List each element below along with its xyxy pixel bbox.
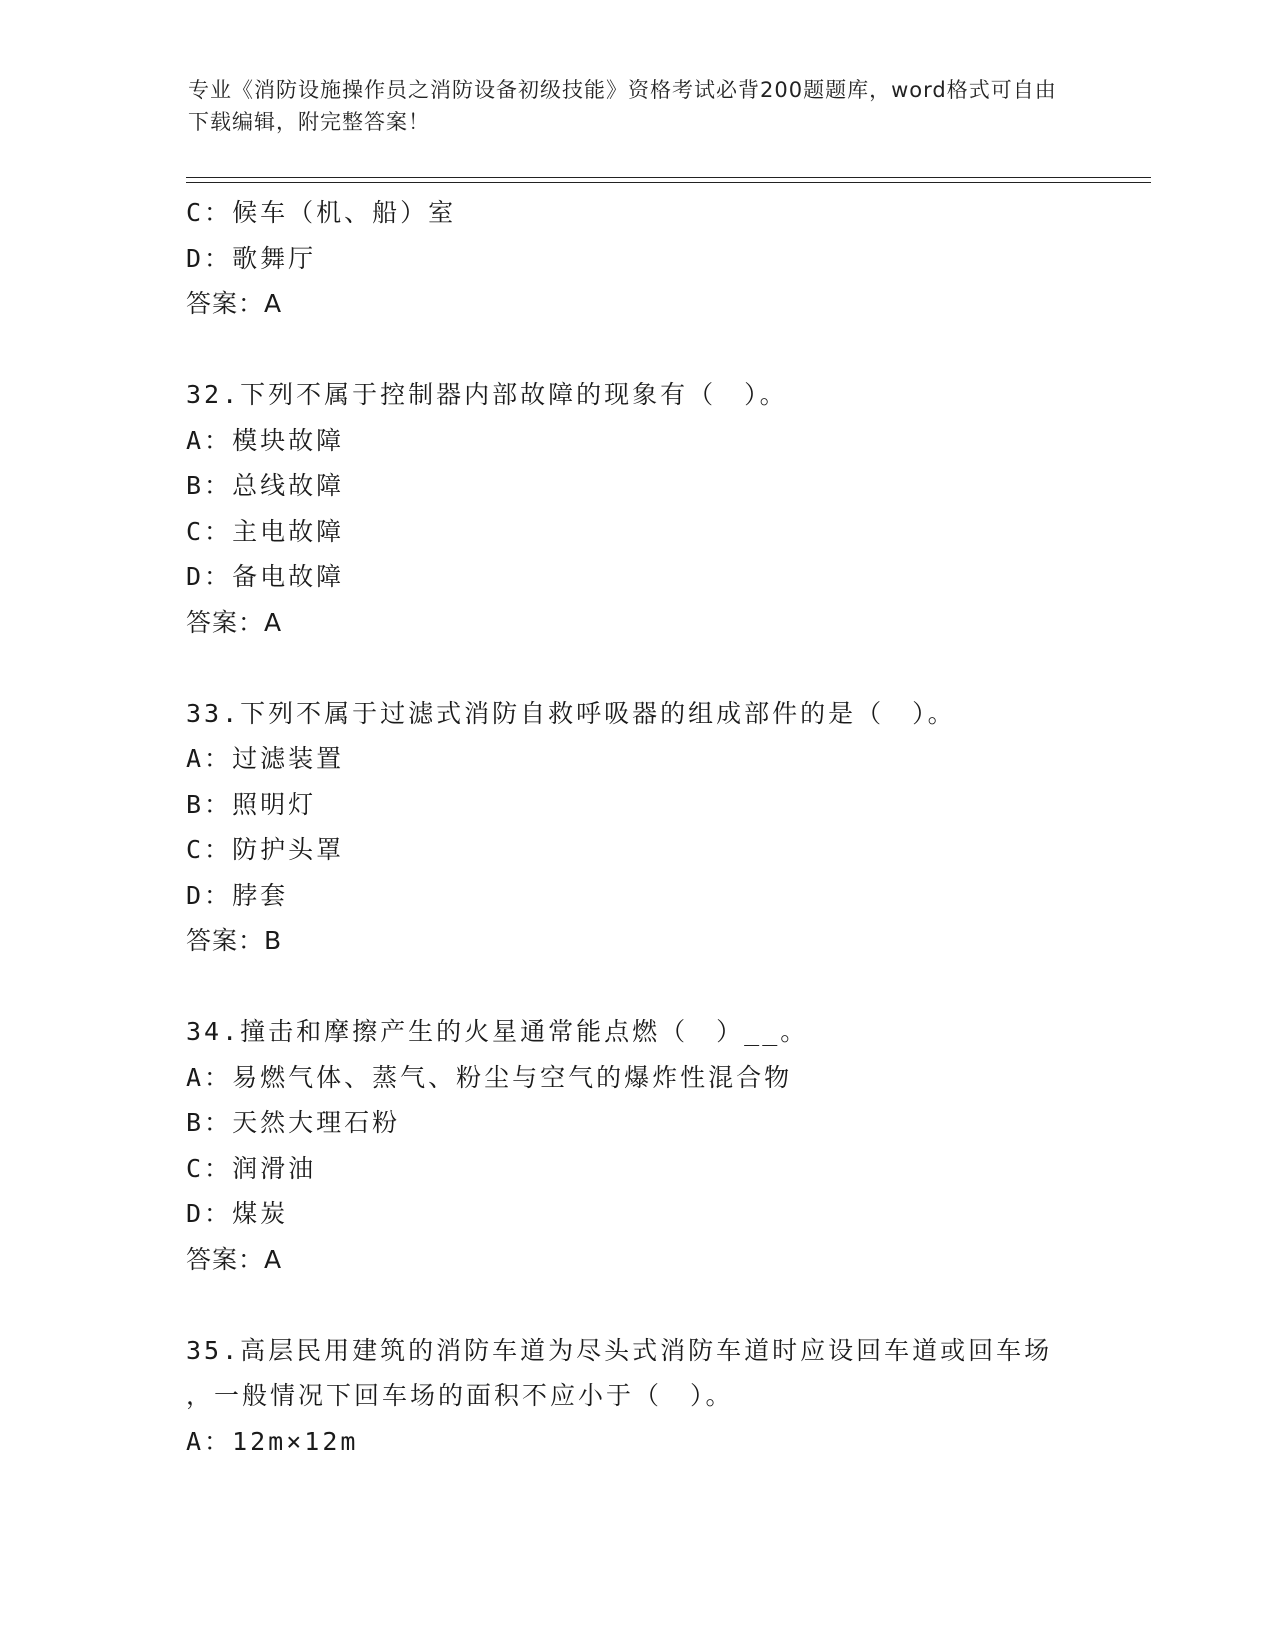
header-divider-top (186, 177, 1151, 178)
option-d (186, 554, 1086, 600)
option-text: 润滑油 (232, 1153, 317, 1183)
option-c (186, 827, 1086, 873)
option-text: 照明灯 (232, 789, 317, 819)
spacer (186, 1282, 1086, 1328)
option-text: 过滤装置 (232, 744, 345, 773)
answer-line: 答案：A (186, 1244, 283, 1274)
option-label: A： (186, 1426, 233, 1456)
question-stem: 34.撞击和摩擦产生的火星通常能点燃（ ）__。 (186, 1017, 809, 1046)
option-text: 主电故障 (232, 516, 345, 546)
question-stem: 35.高层民用建筑的消防车道为尽头式消防车道时应设回车道或回车场 (186, 1335, 1053, 1365)
option-text: 歌舞厅 (232, 243, 317, 273)
option-label: C： (186, 516, 233, 546)
document-header: 专业《消防设施操作员之消防设备初级技能》资格考试必背200题题库，word格式可自由下载编辑，附完整答案！ (188, 78, 1057, 134)
option-text: 备电故障 (232, 562, 345, 591)
option-label: B： (186, 471, 233, 500)
option-label: D： (186, 562, 233, 591)
spacer (186, 327, 1086, 373)
option-text: 天然大理石粉 (232, 1108, 401, 1137)
header-divider-bottom (186, 182, 1151, 183)
option-c (186, 509, 1086, 555)
option-text: 防护头罩 (232, 835, 345, 864)
option-d (186, 236, 1086, 282)
option-c (186, 1146, 1086, 1192)
option-b (186, 782, 1086, 828)
option-d (186, 1191, 1086, 1237)
answer-line: 答案：B (186, 926, 283, 955)
option-text: 12m×12m (232, 1426, 359, 1456)
option-a (186, 418, 1086, 464)
option-text: 脖套 (232, 880, 289, 910)
question-stem-continued: ，一般情况下回车场的面积不应小于（ ）。 (186, 1381, 734, 1410)
option-text: 候车（机、船）室 (232, 198, 457, 227)
option-text: 煤炭 (232, 1199, 289, 1228)
option-a (186, 1055, 1086, 1101)
option-label: A： (186, 425, 233, 455)
option-label: D： (186, 880, 233, 910)
option-a (186, 736, 1086, 782)
option-label: C： (186, 1153, 233, 1183)
option-label: A： (186, 744, 233, 773)
answer-line: 答案：A (186, 607, 283, 637)
spacer (186, 645, 1086, 691)
question-stem: 32.下列不属于控制器内部故障的现象有（ ）。 (186, 380, 788, 409)
option-label: D： (186, 1199, 233, 1228)
option-label: B： (186, 789, 233, 819)
option-a (186, 1419, 1086, 1465)
option-label: D： (186, 243, 233, 273)
option-b (186, 1100, 1086, 1146)
option-c (186, 190, 1086, 236)
option-label: B： (186, 1108, 233, 1137)
question-content (186, 190, 1086, 1464)
option-label: C： (186, 198, 233, 227)
option-text: 模块故障 (232, 425, 345, 455)
option-label: C： (186, 835, 233, 864)
option-label: A： (186, 1062, 233, 1092)
option-text: 易燃气体、蒸气、粉尘与空气的爆炸性混合物 (232, 1062, 793, 1092)
option-text: 总线故障 (232, 471, 345, 500)
option-d (186, 873, 1086, 919)
question-stem: 33.下列不属于过滤式消防自救呼吸器的组成部件的是（ ）。 (186, 698, 956, 728)
spacer (186, 964, 1086, 1010)
option-b (186, 463, 1086, 509)
answer-line: 答案：A (186, 289, 283, 318)
